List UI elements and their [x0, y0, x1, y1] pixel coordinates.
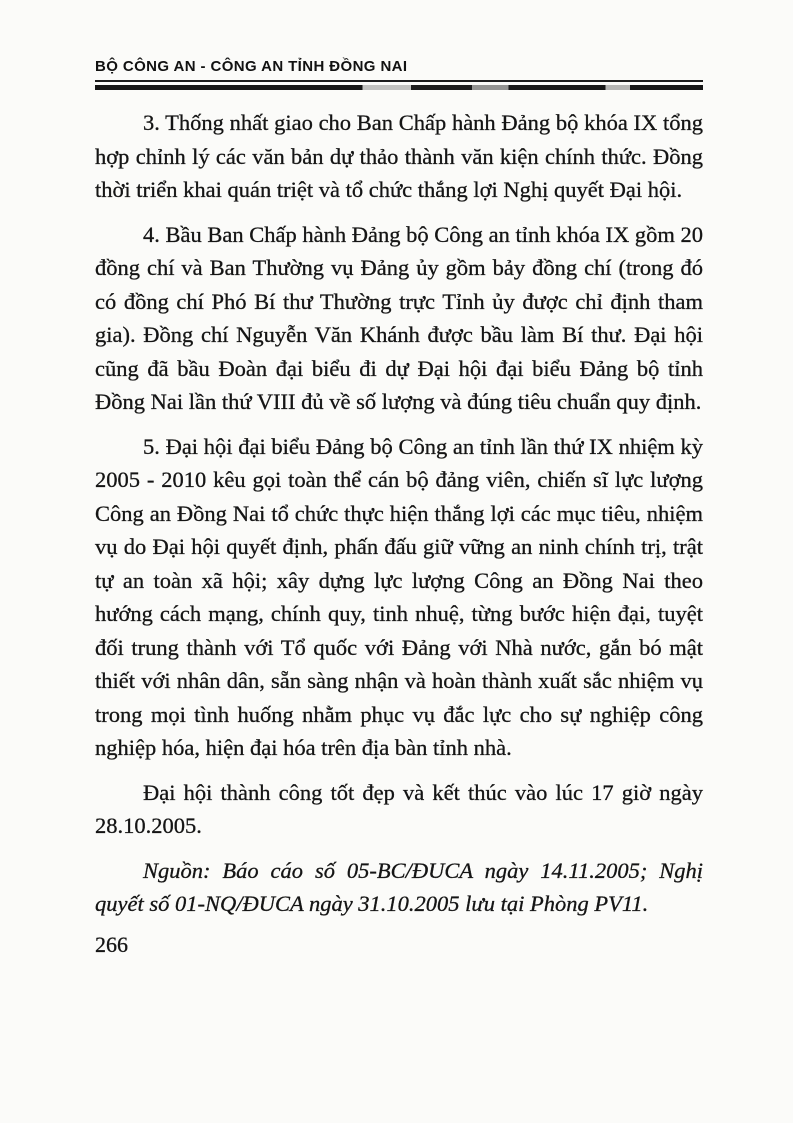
header-rule [95, 80, 703, 90]
page-number: 266 [95, 931, 128, 957]
page-header [95, 58, 703, 90]
closing-paragraph: Đại hội thành công tốt đẹp và kết thúc vào lúc 17 giờ ngày 28.10.2005. [95, 779, 703, 838]
running-head: BỘ CÔNG AN - CÔNG AN TỈNH ĐỒNG NAI [95, 58, 408, 75]
header-rule-thin-line [95, 80, 703, 82]
document-body [95, 106, 703, 921]
source-citation: Nguồn: Báo cáo số 05-BC/ĐUCA ngày 14.11.2005; Nghị quyết số 01-NQ/ĐUCA ngày 31.10.2005 lưu tại Phòng PV11. [95, 857, 703, 916]
paragraph-item-4: 4. Bầu Ban Chấp hành Đảng bộ Công an tỉnh khóa IX gồm 20 đồng chí và Ban Thường vụ Đảng ủy gồm bảy đồng chí (trong đó có đồng chí Phó Bí thư Thường trực Tỉnh ủy được chỉ định tham gia). Đồng chí Nguyễn Văn Khánh được bầu làm Bí thư. Đại hội cũng đã bầu Đoàn đại biểu đi dự Đại hội đại biểu Đảng bộ tỉnh Đồng Nai lần thứ VIII đủ về số lượng và đúng tiêu chuẩn quy định. [95, 221, 703, 414]
paragraph-item-3: 3. Thống nhất giao cho Ban Chấp hành Đảng bộ khóa IX tổng hợp chỉnh lý các văn bản dự thảo thành văn kiện chính thức. Đồng thời triển khai quán triệt và tổ chức thắng lợi Nghị quyết Đại hội. [95, 110, 703, 202]
page-content [95, 58, 703, 958]
header-rule-thick-line [95, 85, 703, 90]
paragraph-item-5: 5. Đại hội đại biểu Đảng bộ Công an tỉnh lần thứ IX nhiệm kỳ 2005 - 2010 kêu gọi toàn thể cán bộ đảng viên, chiến sĩ lực lượng Công an Đồng Nai tổ chức thực hiện thắng lợi các mục tiêu, nhiệm vụ do Đại hội quyết định, phấn đấu giữ vững an ninh chính trị, trật tự an toàn xã hội; xây dựng lực lượng Công an Đồng Nai theo hướng cách mạng, chính quy, tinh nhuệ, từng bước hiện đại, tuyệt đối trung thành với Tổ quốc với Đảng với Nhà nước, gắn bó mật thiết với nhân dân, sẵn sàng nhận và hoàn thành xuất sắc nhiệm vụ trong mọi tình huống nhằm phục vụ đắc lực cho sự nghiệp công nghiệp hóa, hiện đại hóa trên địa bàn tỉnh nhà. [95, 433, 703, 760]
